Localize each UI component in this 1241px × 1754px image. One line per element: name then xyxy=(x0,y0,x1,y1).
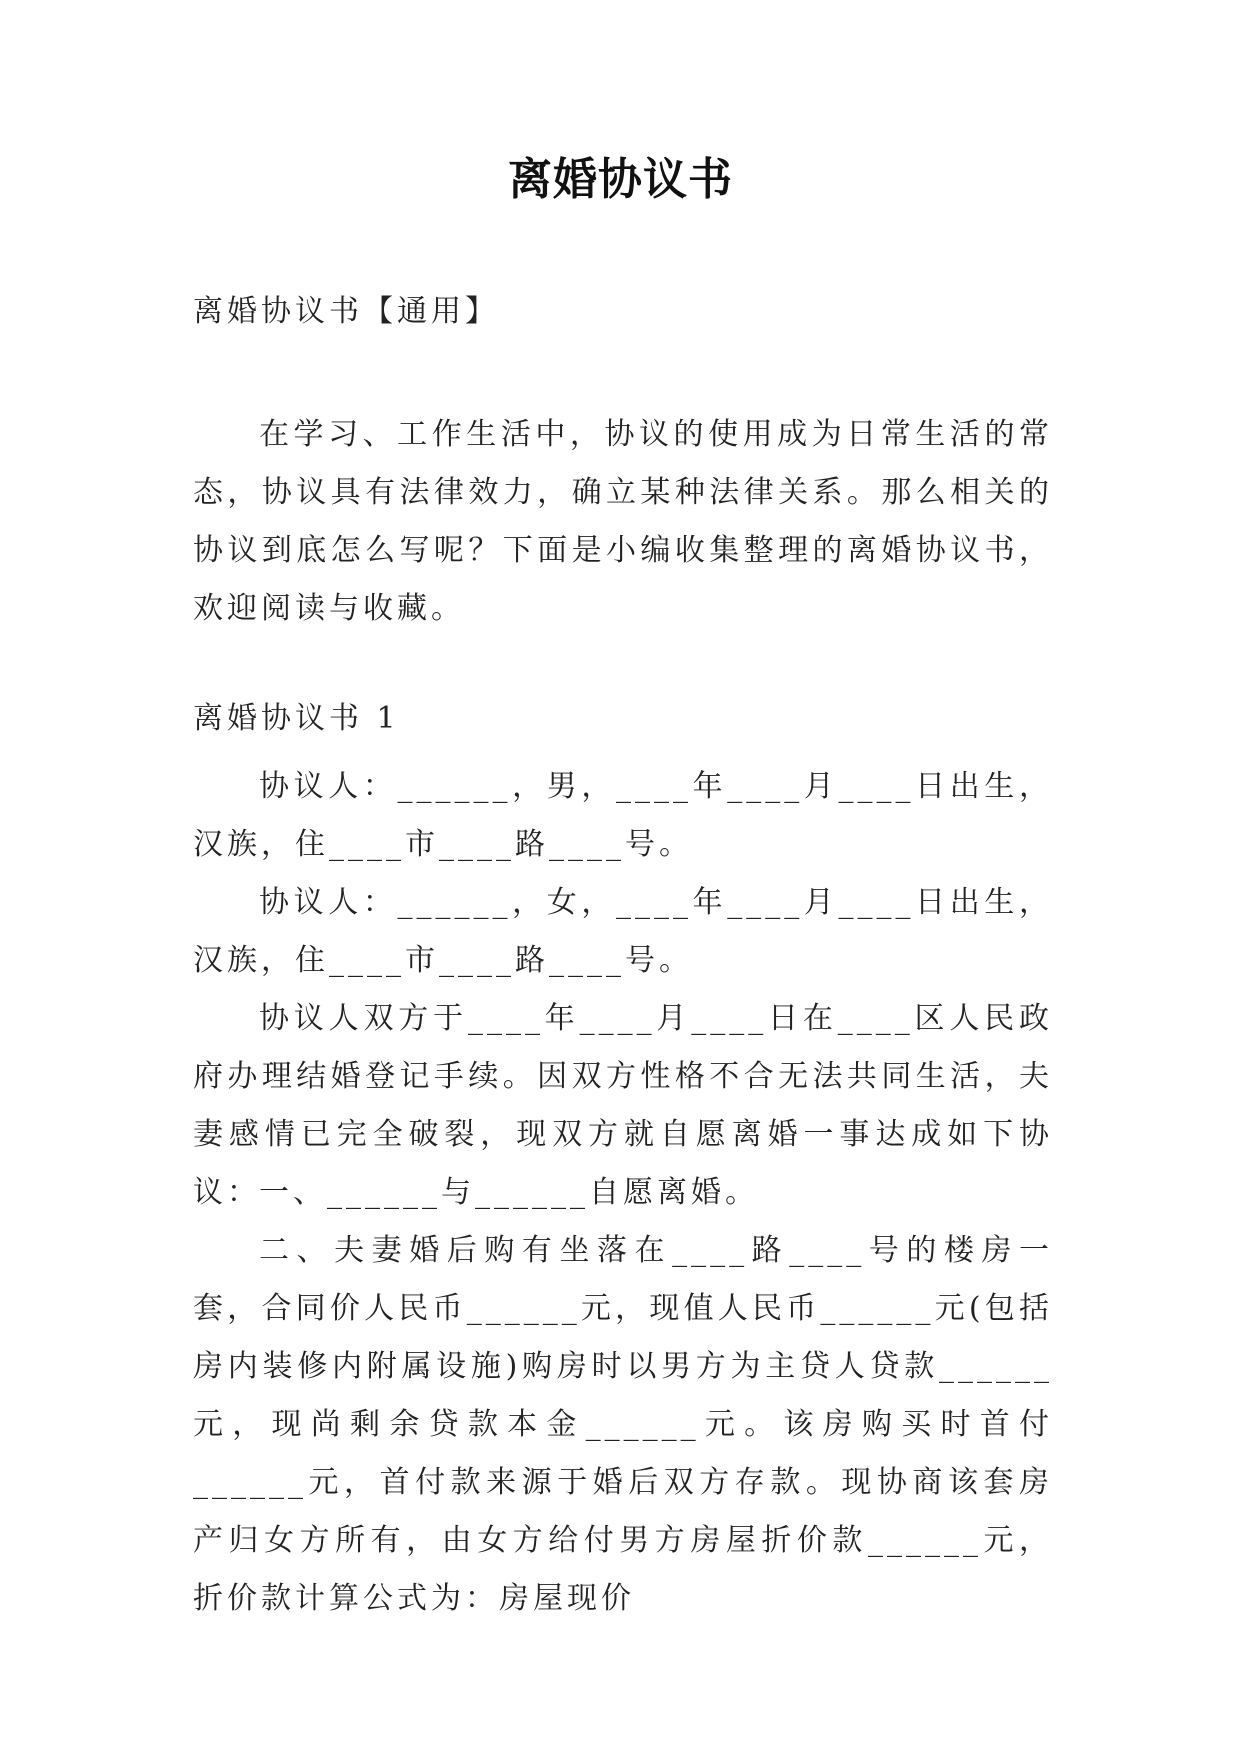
party-male-paragraph: 协议人：______，男，____年____月____日出生，汉族，住____市____路____号。 xyxy=(193,769,1053,862)
document-title: 离婚协议书 xyxy=(508,154,733,205)
clause-one-paragraph: 一、______与______自愿离婚。 xyxy=(259,1175,759,1210)
party-female-paragraph: 协议人：______，女，____年____月____日出生，汉族，住____市____路____号。 xyxy=(193,885,1053,978)
intro-paragraph: 在学习、工作生活中，协议的使用成为日常生活的常态，协议具有法律效力，确立某种法律关系。那么相关的协议到底怎么写呢？下面是小编收集整理的离婚协议书，欢迎阅读与收藏。 xyxy=(193,417,1053,626)
marriage-registration-paragraph: 协议人双方于____年____月____日在____区人民政府办理结婚登记手续。因双方性格不合无法共同生活，夫妻感情已完全破裂，现双方就自愿离婚一事达成如下协议： xyxy=(193,1001,1053,1210)
section-heading: 离婚协议书 1 xyxy=(193,701,400,736)
document-subtitle: 离婚协议书【通用】 xyxy=(193,294,499,329)
clause-two-paragraph: 二、夫妻婚后购有坐落在____路____号的楼房一套，合同价人民币______元，现值人民币______元(包括房内装修内附属设施)购房时以男方为主贷人贷款______元，现尚剩余贷款本金______元。该房购买时首付______元，首付款来源于婚后双方存款。现协商该套房产归女方所有，由女方给付男方房屋折价款______元，折价款计算公式为：房屋现价 xyxy=(193,1233,1053,1616)
